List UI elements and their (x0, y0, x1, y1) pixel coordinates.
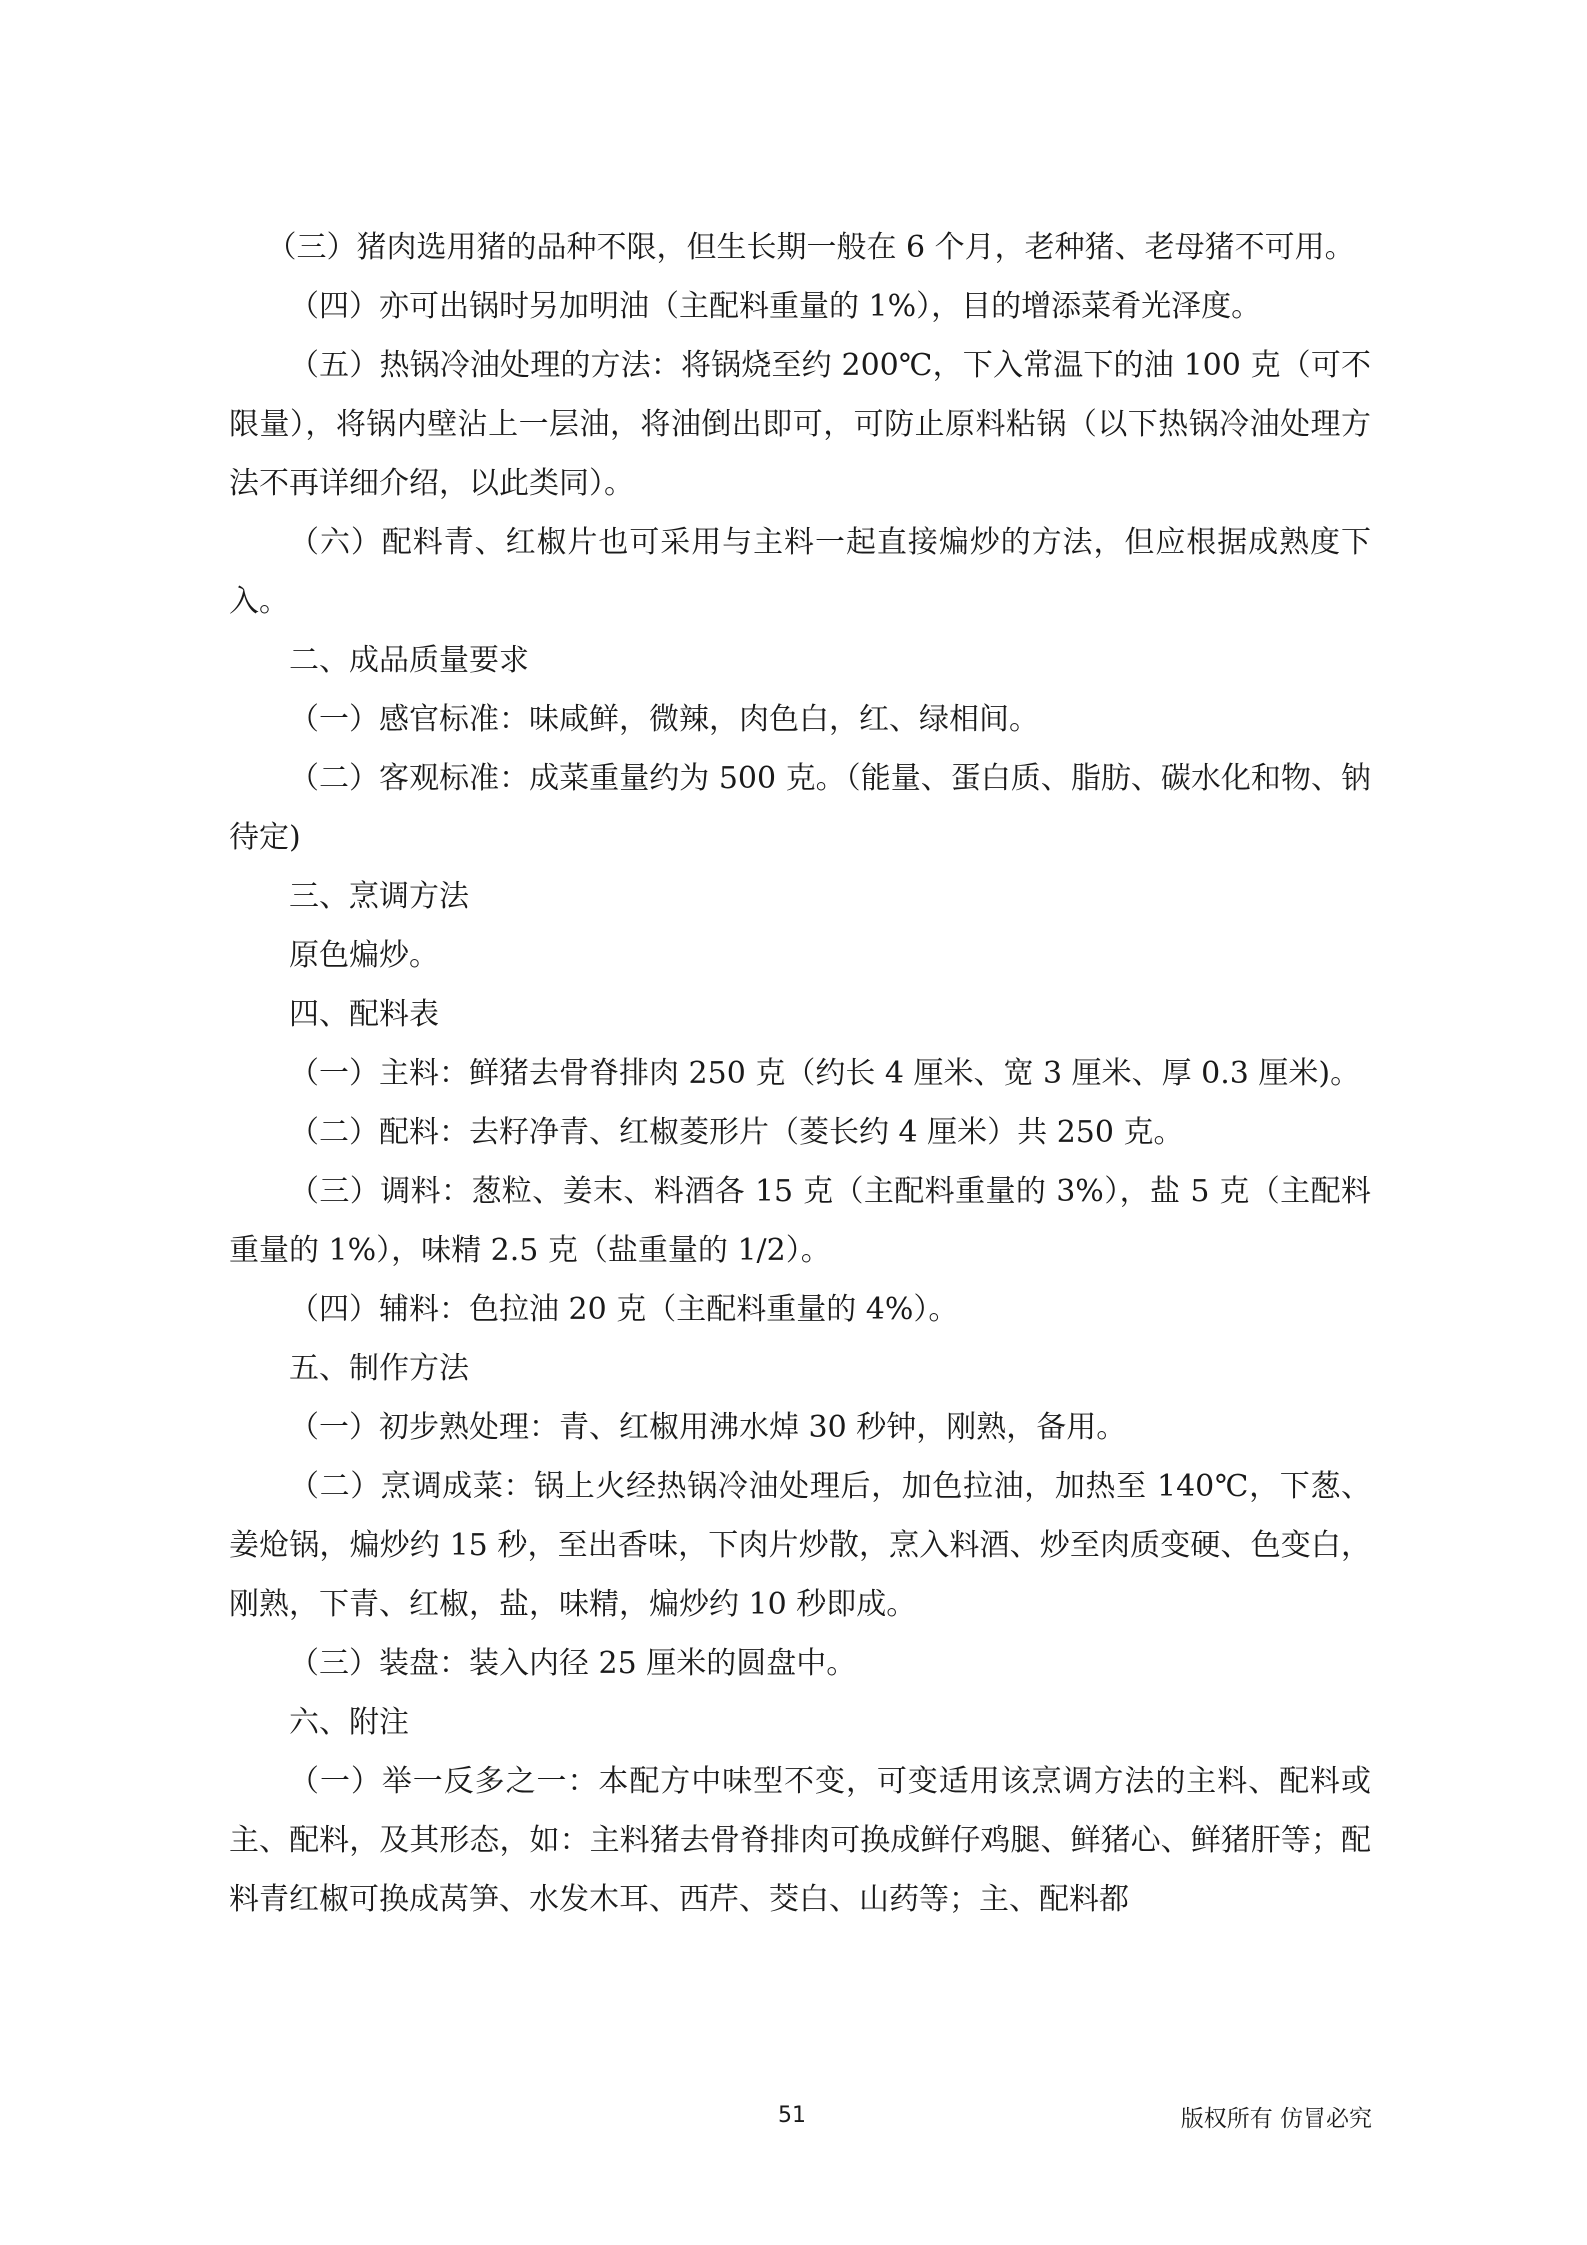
paragraph-pepper-stir-fry: （六）配料青、红椒片也可采用与主料一起直接煸炒的方法，但应根据成熟度下入。 (229, 525, 1371, 619)
paragraph-secondary-ingredient: （二）配料：去籽净青、红椒菱形片（菱长约 4 厘米）共 250 克。 (289, 1115, 1184, 1150)
paragraph-finishing-oil: （四）亦可出锅时另加明油（主配料重量的 1%），目的增添菜肴光泽度。 (289, 289, 1262, 324)
paragraph-sensory-standard: （一）感官标准：味咸鲜，微辣，肉色白，红、绿相间。 (289, 702, 1039, 737)
page-number: 51 (778, 2103, 806, 2128)
paragraph-seasoning: （三）调料：葱粒、姜末、料酒各 15 克（主配料重量的 3%），盐 5 克（主配料重量的 1%），味精 2.5 克（盐重量的 1/2）。 (229, 1174, 1371, 1268)
paragraph-cooking-steps: （二）烹调成菜：锅上火经热锅冷油处理后，加色拉油，加热至 140℃，下葱、姜炝锅，煸炒约 15 秒，至出香味，下肉片炒散，烹入料酒、炒至肉质变硬、色变白，刚熟，下青、红椒，盐，味精，煸炒约 10 秒即成。 (229, 1469, 1371, 1622)
document-body (229, 218, 1371, 1929)
paragraph-objective-standard: （二）客观标准：成菜重量约为 500 克。（能量、蛋白质、脂肪、碳水化和物、钠待定) (229, 761, 1371, 855)
paragraph-cooking-method: 原色煸炒。 (289, 938, 439, 973)
copyright-notice: 版权所有 仿冒必究 (1180, 2106, 1372, 2132)
section-heading-ingredients: 四、配料表 (289, 997, 439, 1032)
paragraph-plating: （三）装盘：装入内径 25 厘米的圆盘中。 (289, 1646, 857, 1681)
section-heading-cooking-method: 三、烹调方法 (289, 879, 469, 914)
section-heading-preparation: 五、制作方法 (289, 1351, 469, 1386)
paragraph-variation-one: （一）举一反多之一：本配方中味型不变，可变适用该烹调方法的主料、配料或主、配料，及其形态，如：主料猪去骨脊排肉可换成鲜仔鸡腿、鲜猪心、鲜猪肝等；配料青红椒可换成莴笋、水发木耳、西芹、茭白、山药等；主、配料都 (229, 1764, 1371, 1917)
paragraph-pork-selection: （三）猪肉选用猪的品种不限，但生长期一般在 6 个月，老种猪、老母猪不可用。 (266, 230, 1355, 265)
paragraph-auxiliary: （四）辅料：色拉油 20 克（主配料重量的 4%）。 (289, 1292, 959, 1327)
paragraph-main-ingredient: （一）主料：鲜猪去骨脊排肉 250 克（约长 4 厘米、宽 3 厘米、厚 0.3 厘米)。 (289, 1056, 1361, 1091)
section-heading-quality: 二、成品质量要求 (289, 643, 529, 678)
section-heading-notes: 六、附注 (289, 1705, 409, 1740)
paragraph-blanching: （一）初步熟处理：青、红椒用沸水焯 30 秒钟，刚熟，备用。 (289, 1410, 1127, 1445)
paragraph-hot-pan-cold-oil: （五）热锅冷油处理的方法：将锅烧至约 200℃，下入常温下的油 100 克（可不限量），将锅内壁沾上一层油，将油倒出即可，可防止原料粘锅（以下热锅冷油处理方法不再详细介绍，以此类同）。 (229, 348, 1371, 501)
